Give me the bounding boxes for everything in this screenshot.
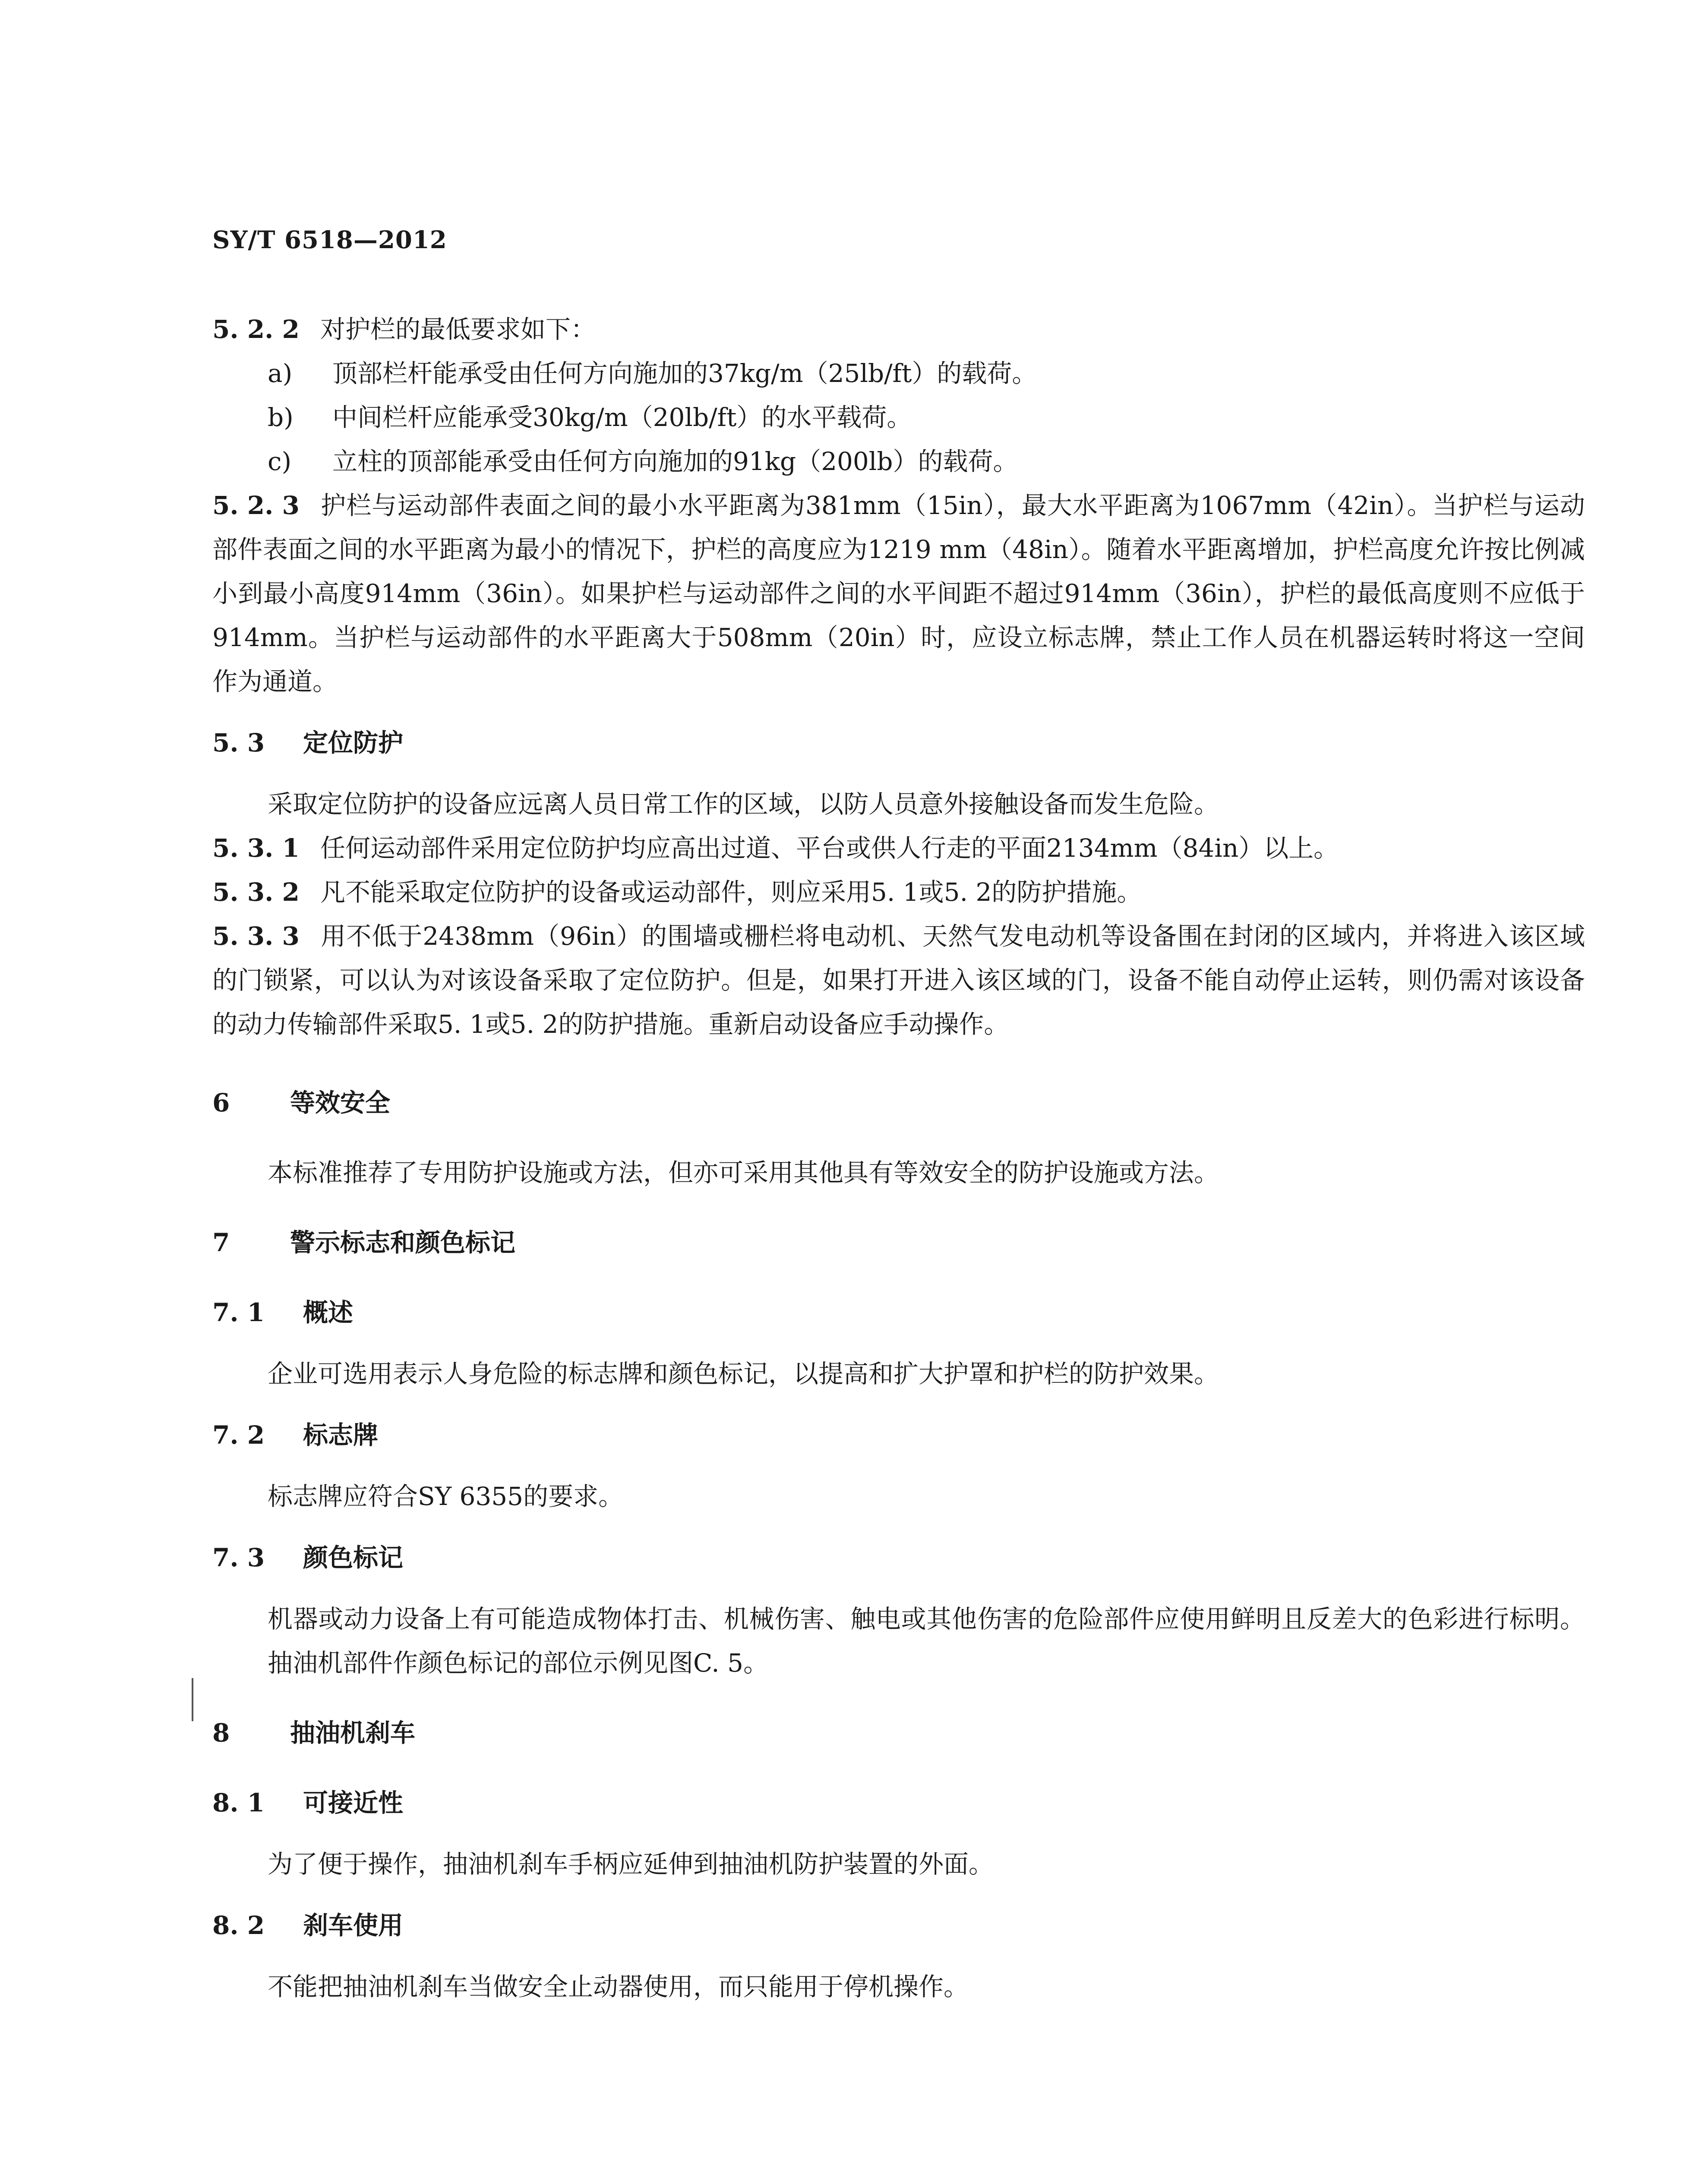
clause-text: 护栏与运动部件表面之间的最小水平距离为381mm（15in），最大水平距离为1067mm（42in）。当护栏与运动部件表面之间的水平距离为最小的情况下，护栏的高度应为1219 mm（48in）。随着水平距离增加，护栏高度允许按比例减小到最小高度914mm（36in）。如果护栏与运动部件之间的水平间距不超过914mm（36in），护栏的最低高度则不应低于914mm。当护栏与运动部件的水平距离大于508mm（20in）时，应设立标志牌，禁止工作人员在机器运转时将这一空间作为通道。	[212, 491, 1585, 696]
list-item-a	[212, 351, 1585, 395]
section-heading-8-2	[212, 1903, 1585, 1947]
list-item-b	[212, 395, 1585, 439]
heading-title: 颜色标记	[303, 1543, 404, 1572]
clause-text: 用不低于2438mm（96in）的围墙或栅栏将电动机、天然气发电动机等设备围在封闭的区域内，并将进入该区域的门锁紧，可以认为对该设备采取了定位防护。但是，如果打开进入该区域的门，设备不能自动停止运转，则仍需对该设备的动力传输部件采取5. 1或5. 2的防护措施。重新启动设备应手动操作。	[212, 921, 1585, 1039]
heading-title: 警示标志和颜色标记	[290, 1228, 516, 1257]
document-body	[212, 307, 1585, 2009]
section-heading-8-1	[212, 1781, 1585, 1825]
clause-number: 5. 3. 2	[212, 877, 300, 907]
paragraph: 机器或动力设备上有可能造成物体打击、机械伤害、触电或其他伤害的危险部件应使用鲜明且反差大的色彩进行标明。抽油机部件作颜色标记的部位示例见图C. 5。	[268, 1604, 1585, 1678]
heading-title: 可接近性	[303, 1788, 404, 1817]
clause-text: 任何运动部件采用定位防护均应高出过道、平台或供人行走的平面2134mm（84in）以上。	[320, 833, 1339, 863]
heading-number: 7. 2	[212, 1420, 265, 1450]
standard-code: SY/T 6518—2012	[212, 226, 447, 254]
section-heading-7-1	[212, 1290, 1585, 1335]
list-mark: c)	[268, 447, 292, 476]
section-heading-5-3	[212, 721, 1585, 765]
heading-number: 7	[212, 1228, 230, 1257]
heading-number: 8	[212, 1718, 230, 1748]
clause-5-2-3	[212, 483, 1585, 704]
paragraph: 企业可选用表示人身危险的标志牌和颜色标记，以提高和扩大护罩和护栏的防护效果。	[268, 1359, 1219, 1388]
heading-number: 8. 2	[212, 1911, 265, 1940]
list-mark: a)	[268, 359, 293, 388]
paragraph: 标志牌应符合SY 6355的要求。	[268, 1482, 624, 1511]
heading-title: 刹车使用	[303, 1911, 404, 1940]
section-heading-7	[212, 1221, 1585, 1265]
clause-number: 5. 3. 1	[212, 833, 300, 863]
clause-5-3-1	[212, 826, 1585, 870]
paragraph: 本标准推荐了专用防护设施或方法，但亦可采用其他具有等效安全的防护设施或方法。	[268, 1158, 1219, 1187]
heading-number: 7. 3	[212, 1543, 265, 1572]
list-text: 中间栏杆应能承受30kg/m（20lb/ft）的水平载荷。	[332, 403, 912, 432]
paragraph: 不能把抽油机刹车当做安全止动器使用，而只能用于停机操作。	[268, 1972, 969, 2001]
heading-number: 5. 3	[212, 728, 265, 757]
clause-5-2-2	[212, 307, 1585, 351]
section-heading-7-2	[212, 1413, 1585, 1457]
clause-5-3-2	[212, 870, 1585, 914]
change-bar	[192, 1678, 193, 1721]
section-heading-8	[212, 1711, 1585, 1755]
clause-number: 5. 3. 3	[212, 921, 300, 951]
list-item-c	[212, 439, 1585, 483]
clause-text: 凡不能采取定位防护的设备或运动部件，则应采用5. 1或5. 2的防护措施。	[320, 877, 1142, 907]
heading-number: 7. 1	[212, 1298, 265, 1327]
clause-number: 5. 2. 2	[212, 315, 300, 344]
clause-text: 对护栏的最低要求如下：	[320, 315, 596, 344]
heading-title: 等效安全	[290, 1088, 391, 1117]
paragraph: 采取定位防护的设备应远离人员日常工作的区域，以防人员意外接触设备而发生危险。	[268, 789, 1219, 819]
section-heading-7-3	[212, 1536, 1585, 1580]
heading-number: 8. 1	[212, 1788, 265, 1817]
heading-title: 定位防护	[303, 728, 404, 757]
section-heading-6	[212, 1081, 1585, 1125]
heading-title: 抽油机刹车	[290, 1718, 416, 1748]
heading-title: 标志牌	[303, 1420, 379, 1450]
paragraph: 为了便于操作，抽油机刹车手柄应延伸到抽油机防护装置的外面。	[268, 1849, 994, 1879]
heading-title: 概述	[303, 1298, 354, 1327]
clause-5-3-3	[212, 914, 1585, 1046]
list-mark: b)	[268, 403, 294, 432]
list-text: 立柱的顶部能承受由任何方向施加的91kg（200lb）的载荷。	[332, 447, 1018, 476]
list-text: 顶部栏杆能承受由任何方向施加的37kg/m（25lb/ft）的载荷。	[332, 359, 1037, 388]
clause-number: 5. 2. 3	[212, 491, 300, 520]
heading-number: 6	[212, 1088, 230, 1117]
